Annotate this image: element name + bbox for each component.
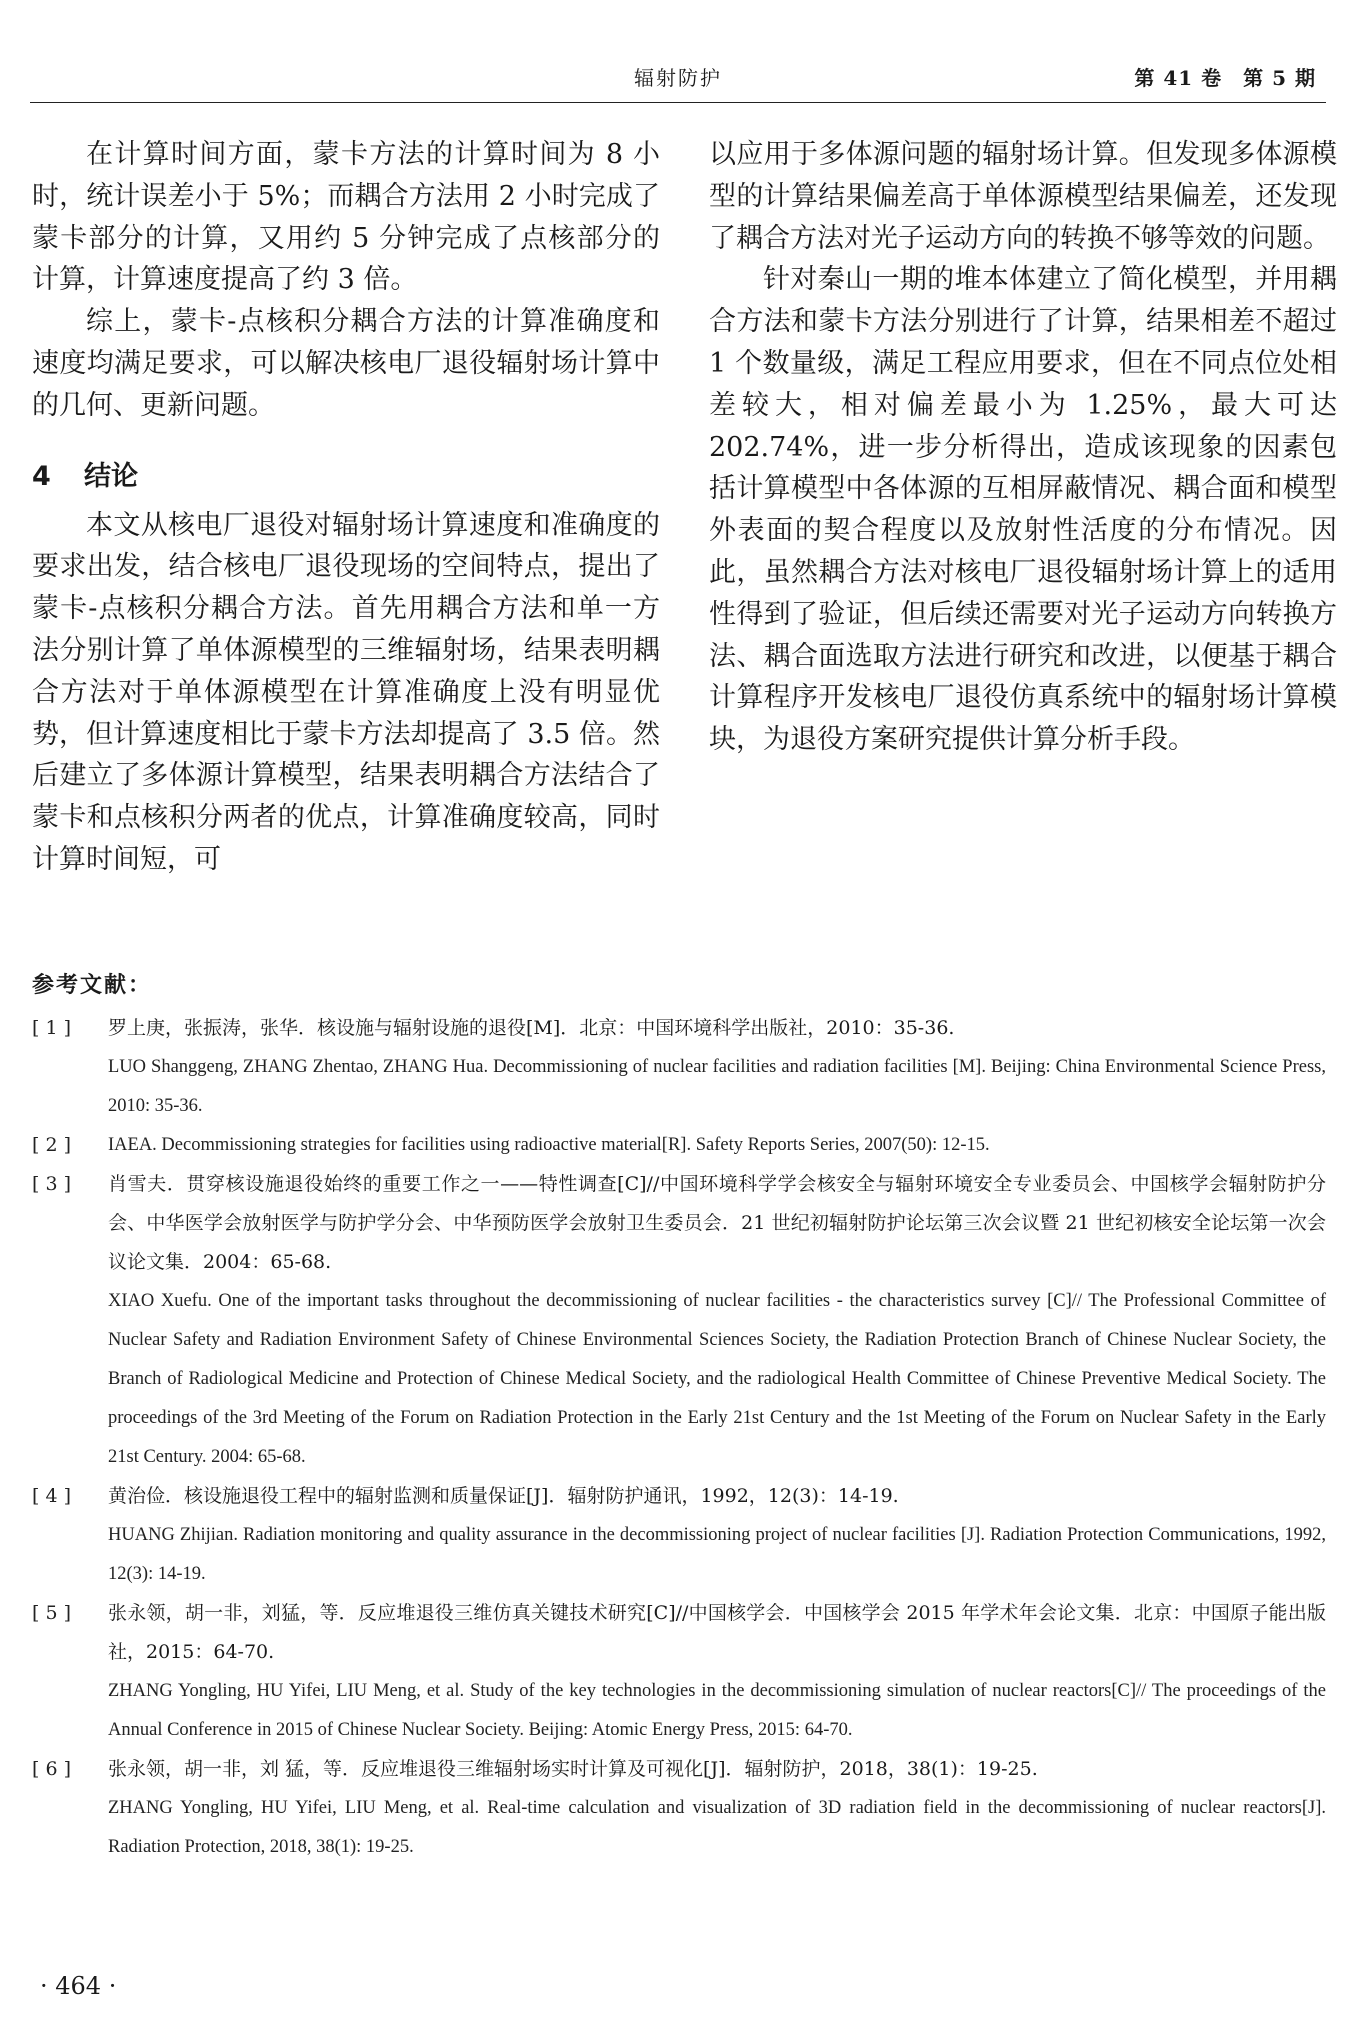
reference-item: [32, 1165, 1326, 1477]
section-number: 4: [32, 460, 51, 492]
section-title: 结论: [84, 460, 138, 492]
reference-text-en: ZHANG Yongling, HU Yifei, LIU Meng, et al. Real-time calculation and visualization of 3D radiation field in the decommissioning of nuclear reactors[J]. Radiation Protection, 2018, 38(1): 19-25.: [108, 1798, 1326, 1857]
page-number: · 464 ·: [40, 1972, 117, 2000]
reference-text-zh: 黄治俭．核设施退役工程中的辐射监测和质量保证[J]．辐射防护通讯，1992，12(3)：14-19.: [108, 1485, 899, 1507]
body-paragraph: 针对秦山一期的堆本体建立了简化模型，并用耦合方法和蒙卡方法分别进行了计算，结果相差不超过 1 个数量级，满足工程应用要求，但在不同点位处相差较大，相对偏差最小为 1.25%，最大可达 202.74%，进一步分析得出，造成该现象的因素包括计算模型中各体源的互相屏蔽情况、耦合面和模型外表面的契合程度以及放射性活度的分布情况。因此，虽然耦合方法对核电厂退役辐射场计算上的适用性得到了验证，但后续还需要对光子运动方向转换方法、耦合面选取方法进行研究和改进，以便基于耦合计算程序开发核电厂退役仿真系统中的辐射场计算模块，为退役方案研究提供计算分析手段。: [709, 264, 1337, 756]
reference-text-en: LUO Shanggeng, ZHANG Zhentao, ZHANG Hua. Decommissioning of nuclear facilities and radiation facilities [M]. Beijing: China Environmental Science Press, 2010: 35-36.: [108, 1057, 1326, 1116]
journal-title: 辐射防护: [634, 66, 722, 90]
reference-text-en: HUANG Zhijian. Radiation monitoring and quality assurance in the decommissioning project of nuclear facilities [J]. Radiation Protection Communications, 1992, 12(3): 14-19.: [108, 1525, 1326, 1584]
reference-index: [ 2 ]: [32, 1134, 71, 1156]
reference-text-zh: 张永领，胡一非，刘猛，等．反应堆退役三维仿真关键技术研究[C]//中国核学会．中国核学会 2015 年学术年会论文集．北京：中国原子能出版社，2015：64-70.: [108, 1602, 1326, 1663]
references-section: [32, 968, 1326, 1867]
body-paragraph: 在计算时间方面，蒙卡方法的计算时间为 8 小时，统计误差小于 5%；而耦合方法用 2 小时完成了蒙卡部分的计算，又用约 5 分钟完成了点核部分的计算，计算速度提高了约 3 倍。: [32, 139, 660, 296]
running-header: [30, 62, 1326, 102]
reference-text-en: IAEA. Decommissioning strategies for facilities using radioactive material[R]. Safety Reports Series, 2007(50): 12-15.: [108, 1135, 990, 1155]
body-paragraph: 综上，蒙卡-点核积分耦合方法的计算准确度和速度均满足要求，可以解决核电厂退役辐射场计算中的几何、更新问题。: [32, 306, 660, 421]
reference-index: [ 4 ]: [32, 1485, 71, 1507]
reference-text-zh: 罗上庚，张振涛，张华．核设施与辐射设施的退役[M]．北京：中国环境科学出版社，2010：35-36.: [108, 1017, 955, 1039]
header-rule: [30, 102, 1326, 103]
reference-index: [ 6 ]: [32, 1758, 71, 1780]
reference-item: [32, 1594, 1326, 1750]
reference-index: [ 1 ]: [32, 1017, 71, 1039]
body-paragraph: 本文从核电厂退役对辐射场计算速度和准确度的要求出发，结合核电厂退役现场的空间特点，提出了蒙卡-点核积分耦合方法。首先用耦合方法和单一方法分别计算了单体源模型的三维辐射场，结果表明耦合方法对于单体源模型在计算准确度上没有明显优势，但计算速度相比于蒙卡方法却提高了 3.5 倍。然后建立了多体源计算模型，结果表明耦合方法结合了蒙卡和点核积分两者的优点，计算准确度较高，同时计算时间短，可: [32, 509, 660, 875]
right-column: [709, 134, 1337, 761]
volume-issue: 第 41 卷 第 5 期: [1134, 66, 1316, 90]
reference-index: [ 5 ]: [32, 1602, 71, 1624]
reference-item: [32, 1477, 1326, 1594]
section-heading: [32, 455, 660, 499]
reference-index: [ 3 ]: [32, 1173, 71, 1195]
body-paragraph: 以应用于多体源问题的辐射场计算。但发现多体源模型的计算结果偏差高于单体源模型结果偏差，还发现了耦合方法对光子运动方向的转换不够等效的问题。: [709, 139, 1337, 254]
reference-text-zh: 张永领，胡一非，刘 猛，等．反应堆退役三维辐射场实时计算及可视化[J]．辐射防护，2018，38(1)：19-25.: [108, 1758, 1038, 1780]
references-heading: 参考文献：: [32, 973, 153, 998]
reference-item: [32, 1009, 1326, 1126]
reference-item: [32, 1126, 1326, 1165]
reference-text-en: XIAO Xuefu. One of the important tasks throughout the decommissioning of nuclear facilities - the characteristics survey [C]// The Professional Committee of Nuclear Safety and Radiation Environment Safety of Chinese Environmental Sciences Society, the Radiation Protection Branch of Chinese Nuclear Society, the Branch of Radiological Medicine and Protection of Chinese Medical Society, and the radiological Health Committee of Chinese Preventive Medical Society. The proceedings of the 3rd Meeting of the Forum on Radiation Protection in the Early 21st Century and the 1st Meeting of the Forum on Nuclear Safety in the Early 21st Century. 2004: 65-68.: [108, 1291, 1326, 1467]
reference-text-en: ZHANG Yongling, HU Yifei, LIU Meng, et al. Study of the key technologies in the decommissioning simulation of nuclear reactors[C]// The proceedings of the Annual Conference in 2015 of Chinese Nuclear Society. Beijing: Atomic Energy Press, 2015: 64-70.: [108, 1681, 1326, 1740]
reference-text-zh: 肖雪夫．贯穿核设施退役始终的重要工作之一——特性调查[C]//中国环境科学学会核安全与辐射环境安全专业委员会、中国核学会辐射防护分会、中华医学会放射医学与防护学分会、中华预防医学会放射卫生委员会．21 世纪初辐射防护论坛第三次会议暨 21 世纪初核安全论坛第一次会议论文集．2004：65-68.: [108, 1173, 1326, 1273]
left-column: [32, 134, 660, 881]
reference-item: [32, 1750, 1326, 1867]
